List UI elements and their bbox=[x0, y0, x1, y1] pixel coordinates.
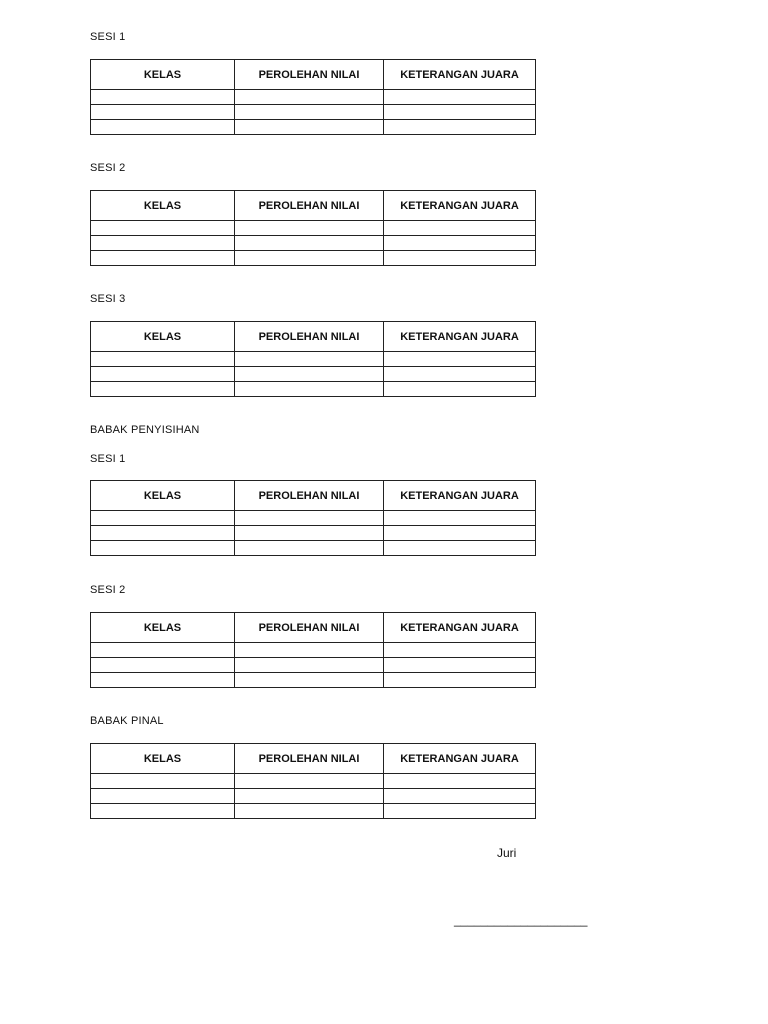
section-1-title: SESI 1 bbox=[90, 31, 126, 43]
table-row bbox=[91, 236, 536, 251]
scores-table-5 bbox=[90, 612, 536, 688]
keterangan-cell bbox=[384, 352, 536, 367]
section-4-title: SESI 1 bbox=[90, 453, 126, 465]
scores-table-3 bbox=[90, 321, 536, 397]
table-row bbox=[91, 541, 536, 556]
table-row bbox=[91, 90, 536, 105]
keterangan-cell bbox=[384, 658, 536, 673]
kelas-cell bbox=[91, 789, 235, 804]
nilai-cell bbox=[235, 774, 384, 789]
header-kelas: KELAS bbox=[91, 744, 235, 774]
table-header-row bbox=[91, 60, 536, 90]
table-header-row bbox=[91, 481, 536, 511]
header-keterangan-juara: KETERANGAN JUARA bbox=[384, 744, 536, 774]
header-kelas: KELAS bbox=[91, 191, 235, 221]
kelas-cell bbox=[91, 251, 235, 266]
table-row bbox=[91, 511, 536, 526]
kelas-cell bbox=[91, 221, 235, 236]
nilai-cell bbox=[235, 804, 384, 819]
kelas-cell bbox=[91, 541, 235, 556]
juri-label: Juri bbox=[497, 846, 517, 860]
keterangan-cell bbox=[384, 251, 536, 266]
nilai-cell bbox=[235, 658, 384, 673]
header-kelas: KELAS bbox=[91, 322, 235, 352]
nilai-cell bbox=[235, 105, 384, 120]
table-row bbox=[91, 673, 536, 688]
kelas-cell bbox=[91, 352, 235, 367]
header-keterangan-juara: KETERANGAN JUARA bbox=[384, 60, 536, 90]
keterangan-cell bbox=[384, 804, 536, 819]
nilai-cell bbox=[235, 120, 384, 135]
table-row bbox=[91, 658, 536, 673]
keterangan-cell bbox=[384, 120, 536, 135]
keterangan-cell bbox=[384, 105, 536, 120]
header-perolehan-nilai: PEROLEHAN NILAI bbox=[235, 613, 384, 643]
babak-penyisihan-heading: BABAK PENYISIHAN bbox=[90, 424, 200, 436]
header-keterangan-juara: KETERANGAN JUARA bbox=[384, 481, 536, 511]
table-row bbox=[91, 774, 536, 789]
nilai-cell bbox=[235, 526, 384, 541]
nilai-cell bbox=[235, 251, 384, 266]
header-perolehan-nilai: PEROLEHAN NILAI bbox=[235, 744, 384, 774]
babak-pinal-title: BABAK PINAL bbox=[90, 715, 164, 727]
nilai-cell bbox=[235, 352, 384, 367]
table-row bbox=[91, 804, 536, 819]
table-row bbox=[91, 221, 536, 236]
keterangan-cell bbox=[384, 673, 536, 688]
kelas-cell bbox=[91, 774, 235, 789]
header-perolehan-nilai: PEROLEHAN NILAI bbox=[235, 191, 384, 221]
kelas-cell bbox=[91, 90, 235, 105]
keterangan-cell bbox=[384, 789, 536, 804]
table-row bbox=[91, 251, 536, 266]
scores-table-4 bbox=[90, 480, 536, 556]
nilai-cell bbox=[235, 541, 384, 556]
kelas-cell bbox=[91, 120, 235, 135]
kelas-cell bbox=[91, 367, 235, 382]
keterangan-cell bbox=[384, 90, 536, 105]
signature-line: ____________________ bbox=[454, 913, 588, 927]
nilai-cell bbox=[235, 221, 384, 236]
keterangan-cell bbox=[384, 774, 536, 789]
nilai-cell bbox=[235, 382, 384, 397]
scores-table-6 bbox=[90, 743, 536, 819]
kelas-cell bbox=[91, 526, 235, 541]
header-perolehan-nilai: PEROLEHAN NILAI bbox=[235, 60, 384, 90]
kelas-cell bbox=[91, 511, 235, 526]
keterangan-cell bbox=[384, 541, 536, 556]
header-perolehan-nilai: PEROLEHAN NILAI bbox=[235, 481, 384, 511]
keterangan-cell bbox=[384, 236, 536, 251]
keterangan-cell bbox=[384, 511, 536, 526]
header-keterangan-juara: KETERANGAN JUARA bbox=[384, 613, 536, 643]
keterangan-cell bbox=[384, 526, 536, 541]
keterangan-cell bbox=[384, 367, 536, 382]
kelas-cell bbox=[91, 643, 235, 658]
nilai-cell bbox=[235, 511, 384, 526]
kelas-cell bbox=[91, 658, 235, 673]
table-row bbox=[91, 105, 536, 120]
kelas-cell bbox=[91, 804, 235, 819]
scores-table-2 bbox=[90, 190, 536, 266]
header-keterangan-juara: KETERANGAN JUARA bbox=[384, 191, 536, 221]
scores-table-1 bbox=[90, 59, 536, 135]
section-3-title: SESI 3 bbox=[90, 293, 126, 305]
nilai-cell bbox=[235, 673, 384, 688]
kelas-cell bbox=[91, 673, 235, 688]
header-keterangan-juara: KETERANGAN JUARA bbox=[384, 322, 536, 352]
table-header-row bbox=[91, 613, 536, 643]
keterangan-cell bbox=[384, 221, 536, 236]
table-row bbox=[91, 367, 536, 382]
nilai-cell bbox=[235, 367, 384, 382]
table-header-row bbox=[91, 322, 536, 352]
section-2-title: SESI 2 bbox=[90, 162, 126, 174]
table-row bbox=[91, 643, 536, 658]
header-kelas: KELAS bbox=[91, 60, 235, 90]
kelas-cell bbox=[91, 382, 235, 397]
table-row bbox=[91, 120, 536, 135]
header-kelas: KELAS bbox=[91, 613, 235, 643]
kelas-cell bbox=[91, 105, 235, 120]
nilai-cell bbox=[235, 643, 384, 658]
header-perolehan-nilai: PEROLEHAN NILAI bbox=[235, 322, 384, 352]
nilai-cell bbox=[235, 90, 384, 105]
header-kelas: KELAS bbox=[91, 481, 235, 511]
section-5-title: SESI 2 bbox=[90, 584, 126, 596]
keterangan-cell bbox=[384, 382, 536, 397]
nilai-cell bbox=[235, 789, 384, 804]
kelas-cell bbox=[91, 236, 235, 251]
table-row bbox=[91, 382, 536, 397]
table-header-row bbox=[91, 191, 536, 221]
nilai-cell bbox=[235, 236, 384, 251]
keterangan-cell bbox=[384, 643, 536, 658]
table-row bbox=[91, 352, 536, 367]
table-row bbox=[91, 789, 536, 804]
table-row bbox=[91, 526, 536, 541]
table-header-row bbox=[91, 744, 536, 774]
